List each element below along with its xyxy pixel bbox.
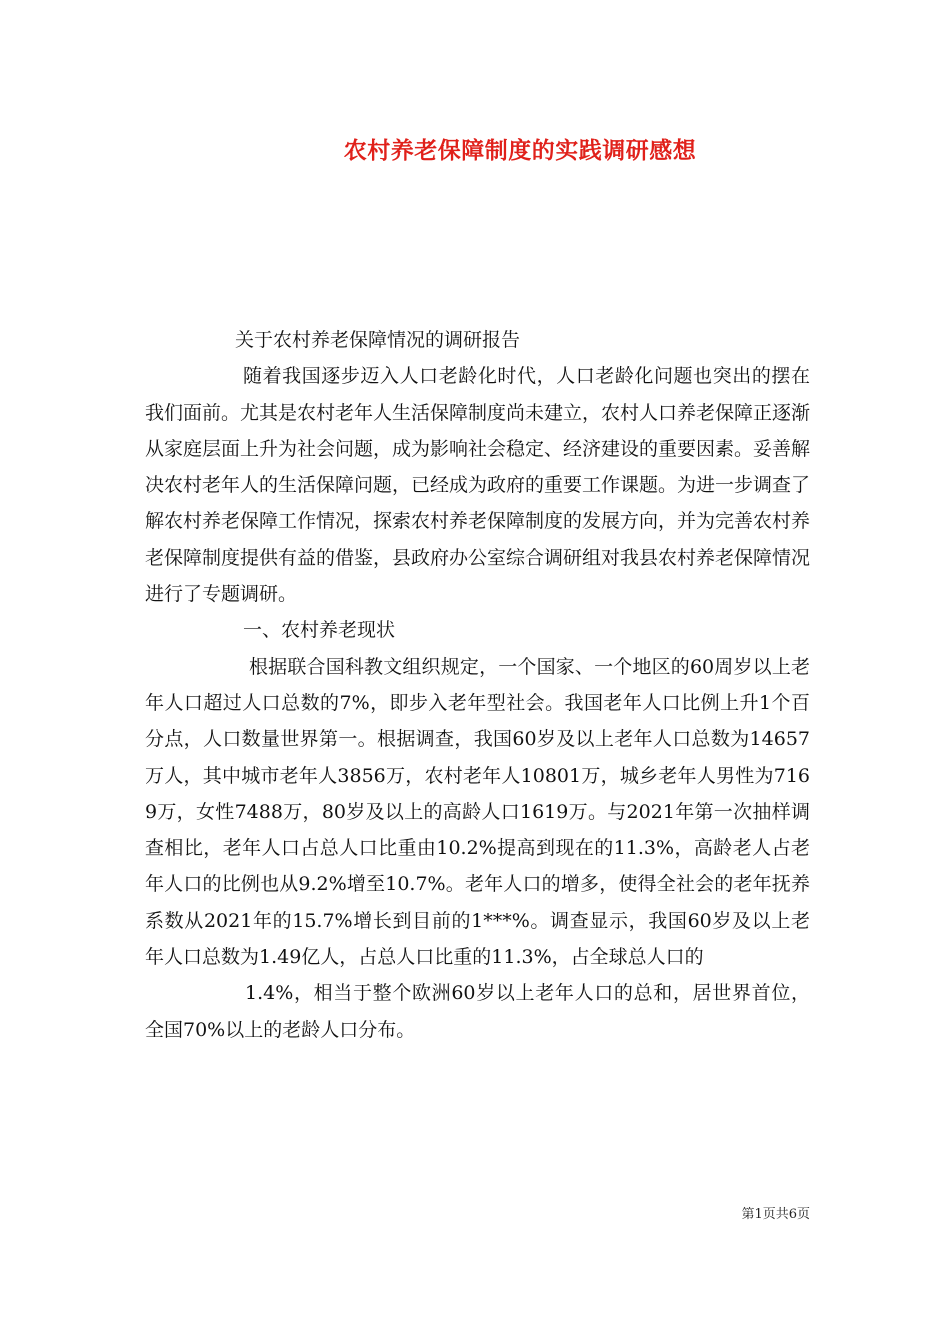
document-body <box>145 322 810 1048</box>
report-subtitle: 关于农村养老保障情况的调研报告 <box>235 329 521 351</box>
page-number: 第1页共6页 <box>741 1207 810 1222</box>
body-paragraph-continuation: 1.4%，相当于整个欧洲60岁以上老年人口的总和，居世界首位，全国70%以上的老龄人口分布。 <box>145 982 810 1041</box>
body-paragraph-status: 根据联合国科教文组织规定，一个国家、一个地区的60周岁以上老年人口超过人口总数的7%，即步入老年型社会。我国老年人口比例上升1个百分点，人口数量世界第一。根据调查，我国60岁及以上老年人口总数为14657万人，其中城市老年人3856万，农村老年人10801万，城乡老年人男性为7169万，女性7488万，80岁及以上的高龄人口1619万。与2021年第一次抽样调查相比，老年人口占总人口比重由10.2%提高到现在的11.3%，高龄老人占老年人口的比例也从9.2%增至10.7%。老年人口的增多，使得全社会的老年抚养系数从2021年的15.7%增长到目前的1***%。调查显示，我国60岁及以上老年人口总数为1.49亿人，占总人口比重的11.3%，占全球总人口的 <box>145 655 810 969</box>
body-paragraph-intro: 随着我国逐步迈入人口老龄化时代，人口老龄化问题也突出的摆在我们面前。尤其是农村老年人生活保障制度尚未建立，农村人口养老保障正逐渐从家庭层面上升为社会问题，成为影响社会稳定、经济建设的重要因素。妥善解决农村老年人的生活保障问题，已经成为政府的重要工作课题。为进一步调查了解农村养老保障工作情况，探索农村养老保障制度的发展方向，并为完善农村养老保障制度提供有益的借鉴，县政府办公室综合调研组对我县农村养老保障情况进行了专题调研。 <box>145 365 811 606</box>
section-heading: 一、农村养老现状 <box>243 619 396 642</box>
document-title: 农村养老保障制度的实践调研感想 <box>343 137 697 164</box>
